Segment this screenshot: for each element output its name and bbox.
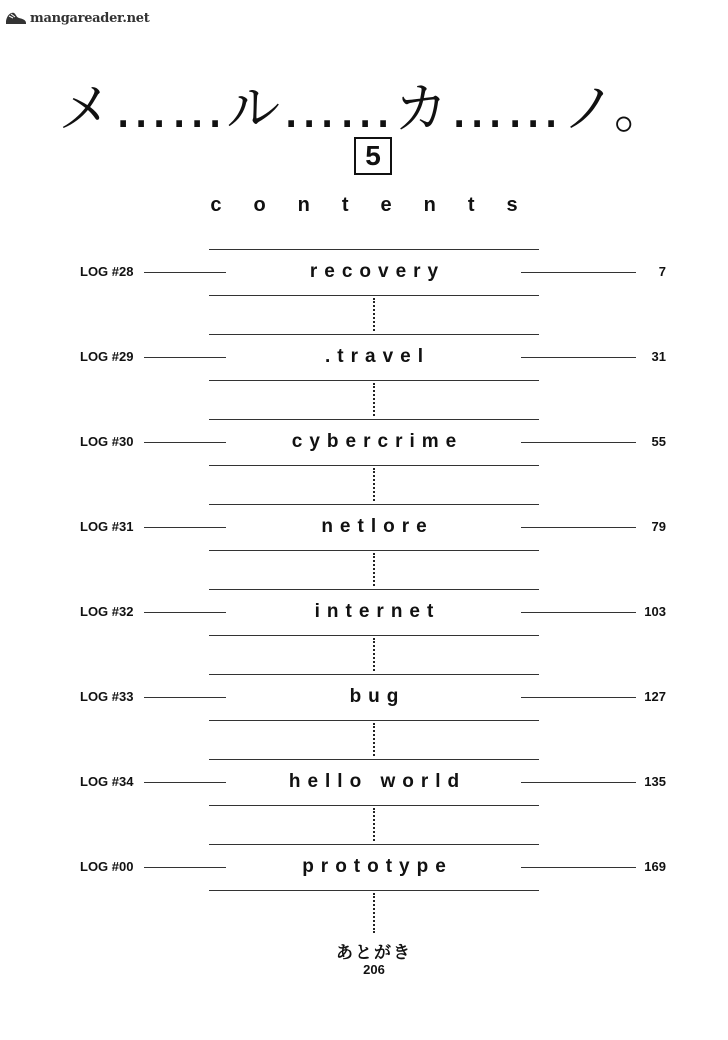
dotted-connector [373, 553, 375, 586]
manga-title-text: メ……ル……カ……ノ。 [58, 77, 670, 140]
page-number: 169 [644, 859, 666, 874]
page-number: 55 [651, 434, 666, 449]
dotted-connector [373, 808, 375, 841]
leader-line-right [521, 782, 636, 783]
log-label: LOG #32 [80, 604, 134, 619]
divider-line [209, 589, 539, 590]
divider-line [209, 759, 539, 760]
page-number: 7 [658, 264, 666, 279]
leader-line-right [521, 357, 636, 358]
page-number: 79 [651, 519, 666, 534]
leader-line-right [521, 612, 636, 613]
volume-number: 5 [354, 137, 392, 175]
chapter-title: netlore [321, 516, 434, 537]
dotted-connector [373, 638, 375, 671]
divider-line [209, 295, 539, 296]
dotted-connector [373, 723, 375, 756]
page-number: 103 [644, 604, 666, 619]
watermark-text: mangareader.net [30, 10, 150, 26]
divider-line [209, 844, 539, 845]
page-number: 31 [651, 349, 666, 364]
log-label: LOG #28 [80, 264, 134, 279]
divider-line [209, 504, 539, 505]
log-label: LOG #00 [80, 859, 134, 874]
dotted-connector [373, 298, 375, 331]
chapter-title: prototype [302, 856, 453, 877]
chapter-title: internet [314, 601, 441, 622]
divider-line [209, 720, 539, 721]
watermark [4, 8, 149, 28]
chapter-title: hello world [288, 771, 467, 792]
afterword-title: あとがき [336, 943, 412, 962]
page-number: 135 [644, 774, 666, 789]
log-label: LOG #31 [80, 519, 134, 534]
dotted-connector [373, 383, 375, 416]
log-label: LOG #29 [80, 349, 134, 364]
divider-line [209, 550, 539, 551]
leader-line-right [521, 527, 636, 528]
divider-line [209, 890, 539, 891]
leader-line-right [521, 272, 636, 273]
divider-line [209, 635, 539, 636]
afterword-page: 206 [363, 962, 385, 977]
page-number: 127 [644, 689, 666, 704]
chapter-title: cybercrime [291, 431, 464, 452]
divider-line [209, 465, 539, 466]
chapter-title: .travel [325, 346, 430, 367]
log-label: LOG #30 [80, 434, 134, 449]
dotted-connector [373, 468, 375, 501]
log-label: LOG #34 [80, 774, 134, 789]
log-label: LOG #33 [80, 689, 134, 704]
contents-heading: contents [210, 194, 550, 216]
leader-line-right [521, 442, 636, 443]
divider-line [209, 674, 539, 675]
leader-line-right [521, 697, 636, 698]
divider-line [209, 334, 539, 335]
leader-line-right [521, 867, 636, 868]
afterword-connector [373, 893, 375, 933]
divider-line [209, 249, 539, 250]
chapter-title: recovery [309, 261, 446, 282]
sneaker-icon [4, 9, 28, 27]
divider-line [209, 805, 539, 806]
divider-line [209, 380, 539, 381]
chapter-title: bug [349, 686, 406, 707]
manga-title [0, 66, 728, 143]
divider-line [209, 419, 539, 420]
